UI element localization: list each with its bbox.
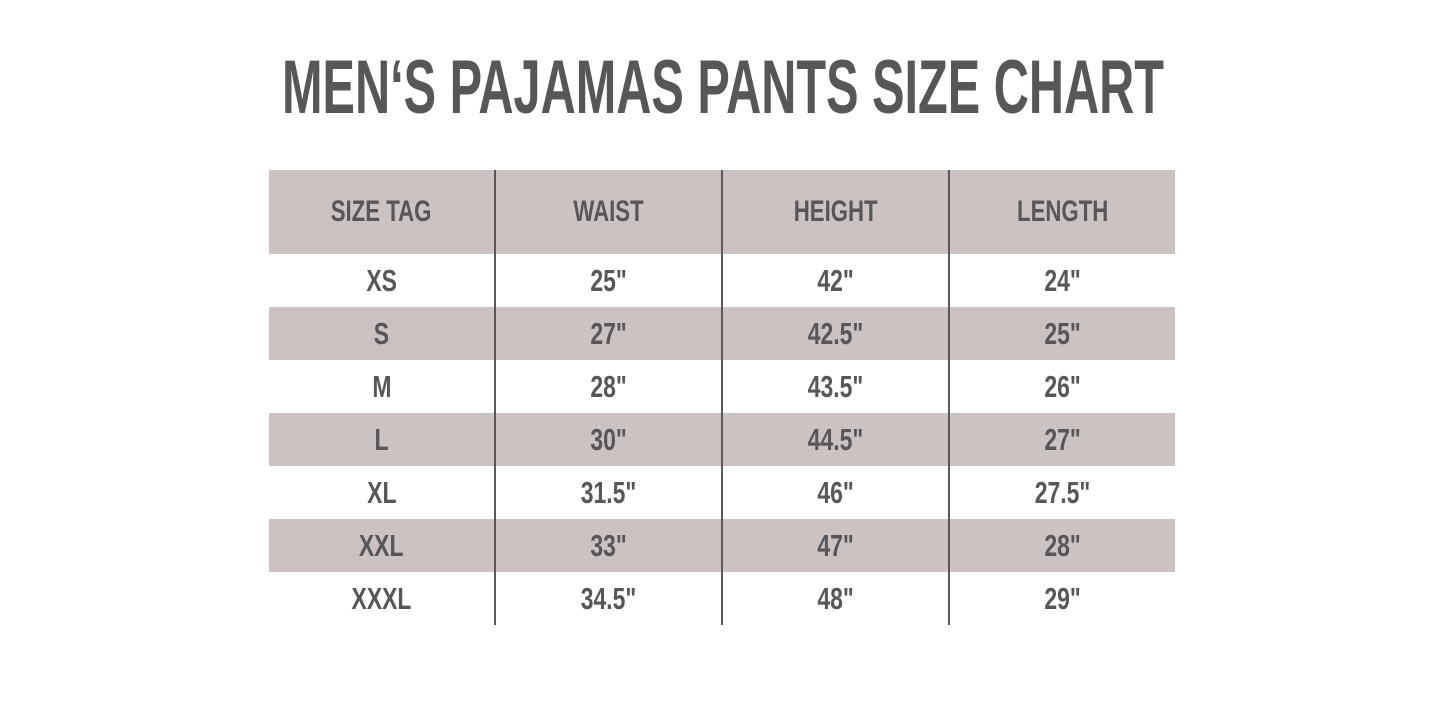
cell-m-size: M [269,360,496,413]
column-header-waist: WAIST [496,170,723,254]
cell-s-size: S [269,307,496,360]
page-title: MEN‘S PAJAMAS PANTS SIZE CHART [281,45,1164,130]
column-header-size-tag: SIZE TAG [269,170,496,254]
cell-m-length: 26" [1044,368,1081,404]
table-row-l [269,413,1175,466]
size-chart-table [269,170,1175,625]
table-row-xxxl [269,572,1175,625]
column-header-length: LENGTH [1016,195,1109,228]
cell-l-length: 27" [1044,421,1081,457]
cell-xs-height: 42" [723,254,950,307]
table-header-row [269,170,1175,254]
cell-xl-waist: 31.5" [496,466,723,519]
cell-xxxl-size: XXXL [269,572,496,625]
cell-l-height: 44.5" [723,413,950,466]
cell-s-height: 42.5" [723,307,950,360]
cell-xs-length: 24" [1044,262,1081,298]
cell-xs-size: XS [269,254,496,307]
cell-xxl-waist: 33" [496,519,723,572]
cell-xxl-length: 28" [1044,527,1081,563]
title-container [0,45,1445,130]
cell-xl-length: 27.5" [1034,474,1091,510]
column-header-height: HEIGHT [723,170,950,254]
table-row-xxl [269,519,1175,572]
cell-l-size: L [269,413,496,466]
cell-s-length: 25" [1044,315,1081,351]
cell-xxxl-waist: 34.5" [496,572,723,625]
cell-xl-height: 46" [723,466,950,519]
table-row-m [269,360,1175,413]
cell-xxl-height: 47" [723,519,950,572]
cell-xxxl-length: 29" [1044,580,1081,616]
cell-s-waist: 27" [496,307,723,360]
cell-xxl-size: XXL [269,519,496,572]
cell-l-waist: 30" [496,413,723,466]
table-row-s [269,307,1175,360]
cell-m-height: 43.5" [723,360,950,413]
table-row-xl [269,466,1175,519]
cell-xs-waist: 25" [496,254,723,307]
cell-xl-size: XL [269,466,496,519]
cell-xxxl-height: 48" [723,572,950,625]
table-row-xs [269,254,1175,307]
cell-m-waist: 28" [496,360,723,413]
